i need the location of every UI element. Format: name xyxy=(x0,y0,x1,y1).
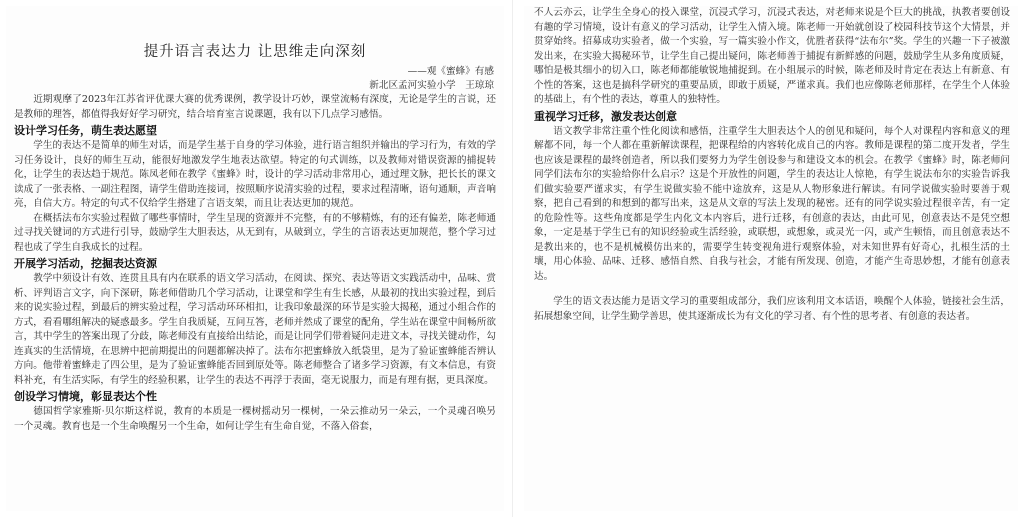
section-heading: 创设学习情境，彰显表达个性 xyxy=(14,390,157,403)
document-page-right xyxy=(524,6,1018,511)
closing-paragraph: 学生的语文表达能力是语文学习的重要组成部分，我们应该利用文本话语，唤醒个人体验，链接社会生活，拓展想象空间，让学生勤学善思，使其逐渐成长为有文化的学习者、有个性的思考者、有创意的表达者。 xyxy=(534,296,1010,322)
body-paragraph: 德国哲学家雅斯·贝尔斯这样说，教育的本质是一棵树摇动另一棵树，一朵云推动另一朵云，一个灵魂召唤另一个灵魂。教育也是一个生命唤醒另一个生命，如何让学生有生命自觉，不落入俗套， xyxy=(14,406,496,432)
document-subtitle: ——观《蜜蜂》有感 xyxy=(407,66,494,77)
continued-paragraph: 不人云亦云，让学生全身心的投入课堂，沉浸式学习，沉浸式表达，对老师来说是个巨大的挑战，执教者要创设有趣的学习情境，设计有意义的学习活动，让学生入情入境。陈老师一开始就创设了校园科技节这个大情景，并贯穿始终。招募成功实验者，做一个实验，写一篇实验小作文，优胜者获得“法布尔”奖。学生的兴趣一下子被激发出来，在实验大揭秘环节，让学生自己提出疑问，陈老师善于捕捉有新鲜感的问题，鼓励学生从多角度质疑，哪怕是极其细小的切入口，陈老师都能敏锐地捕捉到。在小组展示的时候，陈老师及时肯定在表达上有新意、有个性的答案，这也是搞科学研究的重要品质，即敢于质疑，严谨求真。我们也应像陈老师那样，在学生个人体验的基础上，有个性的表达，尊重人的独特性。 xyxy=(534,7,1010,105)
body-paragraph: 教学中须设计有效、连贯且具有内在联系的语文学习活动，在阅读、探究、表达等语文实践活动中，品味、赏析、评判语言文字，向下深研，陈老师借助几个学习活动，让课堂和学生有生长感，从最初的找出实验过程，到后来的说实验过程，到最后的辨实验过程，学习活动环环相扣，让我印象最深的环节是实验大揭秘，通过小组合作的方式，看看哪组解决的疑惑最多。学生自我质疑，互问互答，老师并然成了课堂的配角，学生站在课堂中间畅所欲言，其中学生的答案出现了分歧，陈老师没有直接给出结论，而是让同学们带着疑问走进文本，寻找关键动作，勾连真实的生活情境，在思辨中把前期提出的问题都解决掉了。法布尔把蜜蜂放入纸袋里，是为了验证蜜蜂能否辨认方向。他带着蜜蜂走了四公里，是为了验证蜜蜂能否回到原处等。陈老师整合了诸多学习资源，有文本信息，有资料补充，有生活实际，有学生的经验积累，让学生的表达不再浮于表面，毫无说服力，而是有理有据，更具深度。 xyxy=(14,273,496,386)
page-divider xyxy=(512,0,513,517)
body-paragraph: 在概括法布尔实验过程做了哪些事情时，学生呈现的资源并不完整，有的不够精炼，有的还有偏差，陈老师通过寻找关键词的方式进行引导，鼓励学生大胆表达，从无到有，从破到立，学生的言语表达更加规范，整个学习过程也成了学生自我成长的过程。 xyxy=(14,212,496,253)
section-heading: 开展学习活动，挖掘表达资源 xyxy=(14,257,157,270)
body-paragraph: 语文教学非常注重个性化阅读和感悟，注重学生大胆表达个人的创见和疑问，每个人对课程内容和意义的理解都不同，每一个人都在重新解读课程，把课程给的内容转化成自己的内容。教师是课程的第二度开发者，学生也应该是课程的最终创造者，所以我们要努力为学生创设参与和建设文本的机会。在教学《蜜蜂》时，陈老师问同学们法布尔的实验给你什么启示？这是个开放性的问题，学生的表达让人惊艳，有学生说法布尔的实验告诉我们做实验要严谨求实，有学生说做实验不能中途放弃，这是从人物形象进行解读。有同学说做实验时要善于观察，把自己看到的和想到的都写出来，这是从文章的写法上发现的秘密。还有的同学说实验过程很辛苦，有一定的危险性等。这些角度都是学生内化文本内容后，进行迁移，有创意的表达，由此可见，创意表达不是凭空想象，一定是基于学生已有的知识经验或生活经验，或联想，或想象，或灵光一闪，或产生顿悟，而且创意表达不是教出来的，也不是机械模仿出来的，需要学生转变视角进行观察体验，对未知世界有好奇心，扎根生活的土壤，用心体验、品味、迁移、感悟自然、自我与社会，才能有所发现、创造，才能产生奇思妙想，才能有创意表达。 xyxy=(534,125,1010,282)
document-author: 新北区孟河实验小学 王琼琼 xyxy=(369,80,494,91)
intro-paragraph: 近期观摩了2023年江苏省评优课大赛的优秀课例，教学设计巧妙，课堂流畅有深度，无论是学生的言说，还是教师的理答，都值得我好好学习研究，结合培育室言说课题，我有以下几点学习感悟。 xyxy=(14,94,496,120)
paragraph-gap xyxy=(534,284,1010,295)
document-title: 提升语言表达力 让思维走向深刻 xyxy=(143,44,367,60)
body-paragraph: 学生的表达不是简单的师生对话，而是学生基于自身的学习体验，进行语言组织并输出的学习行为，有效的学习任务设计，良好的师生互动，能很好地激发学生地表达欲望。特定的句式训练，以及教师对错误资源的捕捉转化，让学生的表达趋于规范。陈凤老师在教学《蜜蜂》时，设计的学习活动非常用心，通过理文脉，把长长的课文读成了一张表格、一副注程图，请学生借助连接词，按照顺序说清实验的过程，要求过程清晰，语句通顺，声音响亮，自信大方。特定的句式不仅给学生搭建了言语支架，而且让表达更加的规范。 xyxy=(14,140,496,209)
section-heading: 设计学习任务，萌生表达愿望 xyxy=(14,124,157,137)
document-page-left xyxy=(6,6,504,511)
section-heading: 重视学习迁移，激发表达创意 xyxy=(534,109,677,123)
